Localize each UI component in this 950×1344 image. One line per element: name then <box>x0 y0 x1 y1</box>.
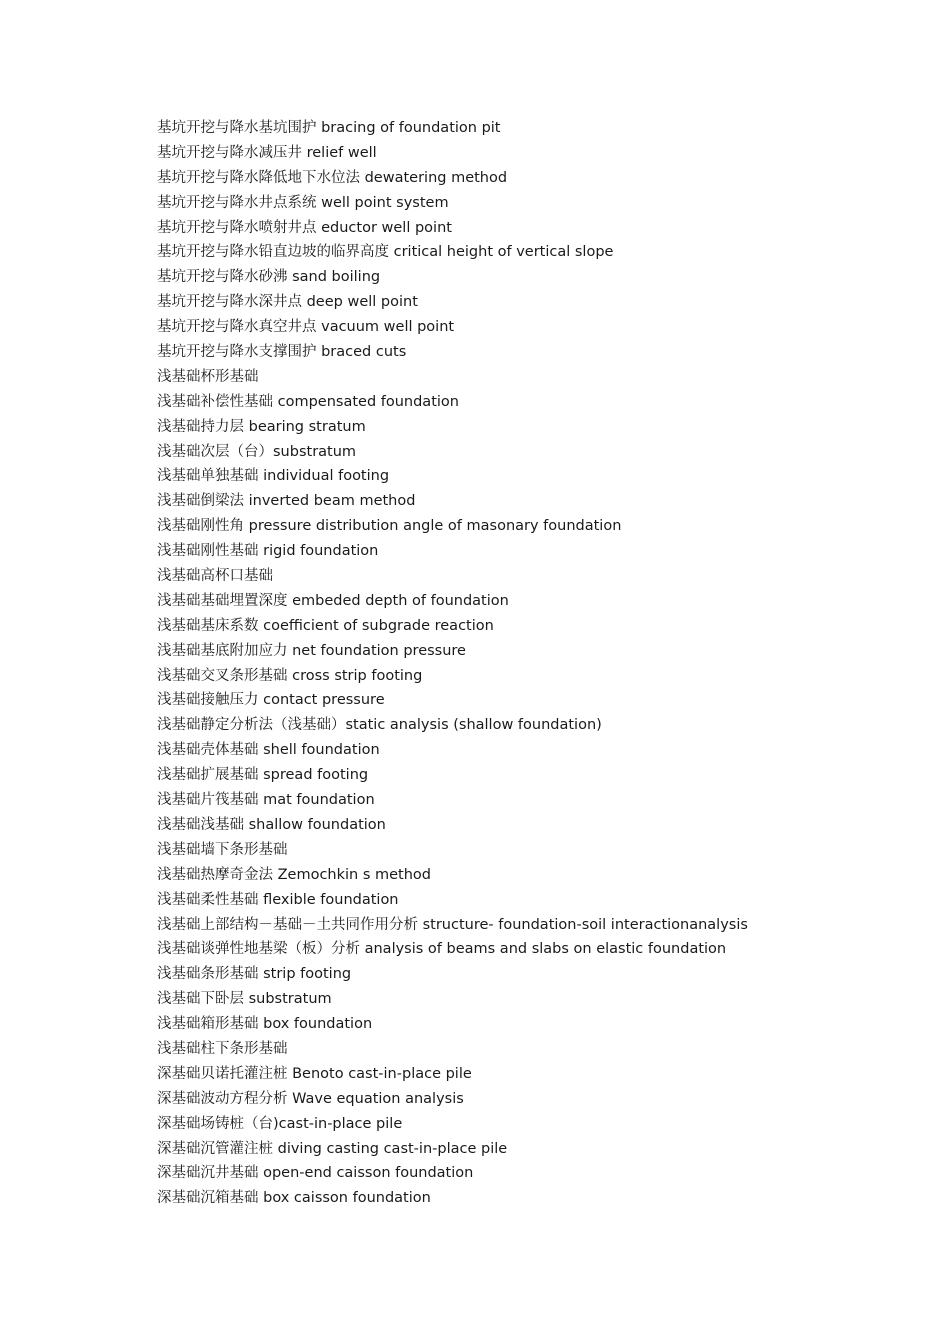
glossary-term-line: 基坑开挖与降水砂沸 sand boiling <box>157 269 381 286</box>
glossary-term-line: 基坑开挖与降水深井点 deep well point <box>157 294 418 311</box>
glossary-term-line: 浅基础基床系数 coefficient of subgrade reaction <box>157 617 494 634</box>
glossary-term-line: 浅基础热摩奇金法 Zemochkin s method <box>157 866 432 883</box>
glossary-term-line: 浅基础柱下条形基础 <box>157 1040 288 1057</box>
glossary-term-line: 浅基础下卧层 substratum <box>157 991 332 1008</box>
glossary-term-line: 基坑开挖与降水铅直边坡的临界高度 critical height of vertical slope <box>157 244 614 261</box>
glossary-term-line: 基坑开挖与降水支撑围护 braced cuts <box>157 344 407 361</box>
glossary-term-line: 浅基础交叉条形基础 cross strip footing <box>157 667 423 684</box>
glossary-term-line: 浅基础基础埋置深度 embeded depth of foundation <box>157 592 509 609</box>
glossary-term-line: 浅基础接触压力 contact pressure <box>157 692 385 709</box>
glossary-term-line: 浅基础扩展基础 spread footing <box>157 767 369 784</box>
glossary-term-line: 深基础沉箱基础 box caisson foundation <box>157 1190 431 1207</box>
glossary-term-line: 基坑开挖与降水基坑围护 bracing of foundation pit <box>157 120 501 136</box>
glossary-term-line: 浅基础片筏基础 mat foundation <box>157 792 375 809</box>
glossary-term-line: 浅基础次层（台）substratum <box>157 443 357 460</box>
glossary-term-line: 深基础贝诺托灌注桩 Benoto cast-in-place pile <box>157 1065 472 1082</box>
glossary-term-line: 基坑开挖与降水喷射井点 eductor well point <box>157 219 452 236</box>
glossary-term-line: 浅基础静定分析法（浅基础）static analysis (shallow foundation) <box>157 717 602 734</box>
glossary-term-line: 浅基础壳体基础 shell foundation <box>157 742 380 759</box>
glossary-term-line: 浅基础补偿性基础 compensated foundation <box>157 393 459 410</box>
glossary-term-line: 深基础沉管灌注桩 diving casting cast-in-place pile <box>157 1140 508 1157</box>
glossary-term-line: 基坑开挖与降水减压井 relief well <box>157 144 377 161</box>
glossary-term-line: 浅基础倒梁法 inverted beam method <box>157 493 416 510</box>
glossary-term-line: 浅基础墙下条形基础 <box>157 841 288 858</box>
glossary-term-line: 浅基础基底附加应力 net foundation pressure <box>157 642 466 659</box>
glossary-term-line: 浅基础刚性角 pressure distribution angle of masonary foundation <box>157 518 622 535</box>
glossary-term-line: 浅基础杯形基础 <box>157 368 259 385</box>
glossary-term-line: 浅基础浅基础 shallow foundation <box>157 816 386 833</box>
glossary-term-line: 基坑开挖与降水真空井点 vacuum well point <box>157 319 455 336</box>
glossary-term-line: 深基础场铸桩（台)cast-in-place pile <box>157 1115 403 1132</box>
glossary-term-line: 浅基础箱形基础 box foundation <box>157 1016 373 1033</box>
glossary-term-line: 浅基础刚性基础 rigid foundation <box>157 543 379 560</box>
glossary-term-line: 浅基础高杯口基础 <box>157 568 273 585</box>
glossary-term-line: 基坑开挖与降水井点系统 well point system <box>157 194 449 211</box>
glossary-term-line: 浅基础谈弹性地基梁（板）分析 analysis of beams and slabs on elastic foundation <box>157 941 727 958</box>
glossary-term-line: 深基础波动方程分析 Wave equation analysis <box>157 1090 464 1107</box>
glossary-term-line: 浅基础柔性基础 flexible foundation <box>157 891 399 908</box>
glossary-term-line: 浅基础持力层 bearing stratum <box>157 418 366 435</box>
glossary-term-line: 浅基础单独基础 individual footing <box>157 468 390 485</box>
glossary-term-line: 基坑开挖与降水降低地下水位法 dewatering method <box>157 169 508 186</box>
glossary-term-line: 深基础沉井基础 open-end caisson foundation <box>157 1165 474 1182</box>
glossary-term-list <box>157 116 748 1211</box>
glossary-term-line: 浅基础上部结构－基础－土共同作用分析 structure- foundation-soil interactionanalysis <box>157 916 748 933</box>
glossary-term-line: 浅基础条形基础 strip footing <box>157 966 352 983</box>
